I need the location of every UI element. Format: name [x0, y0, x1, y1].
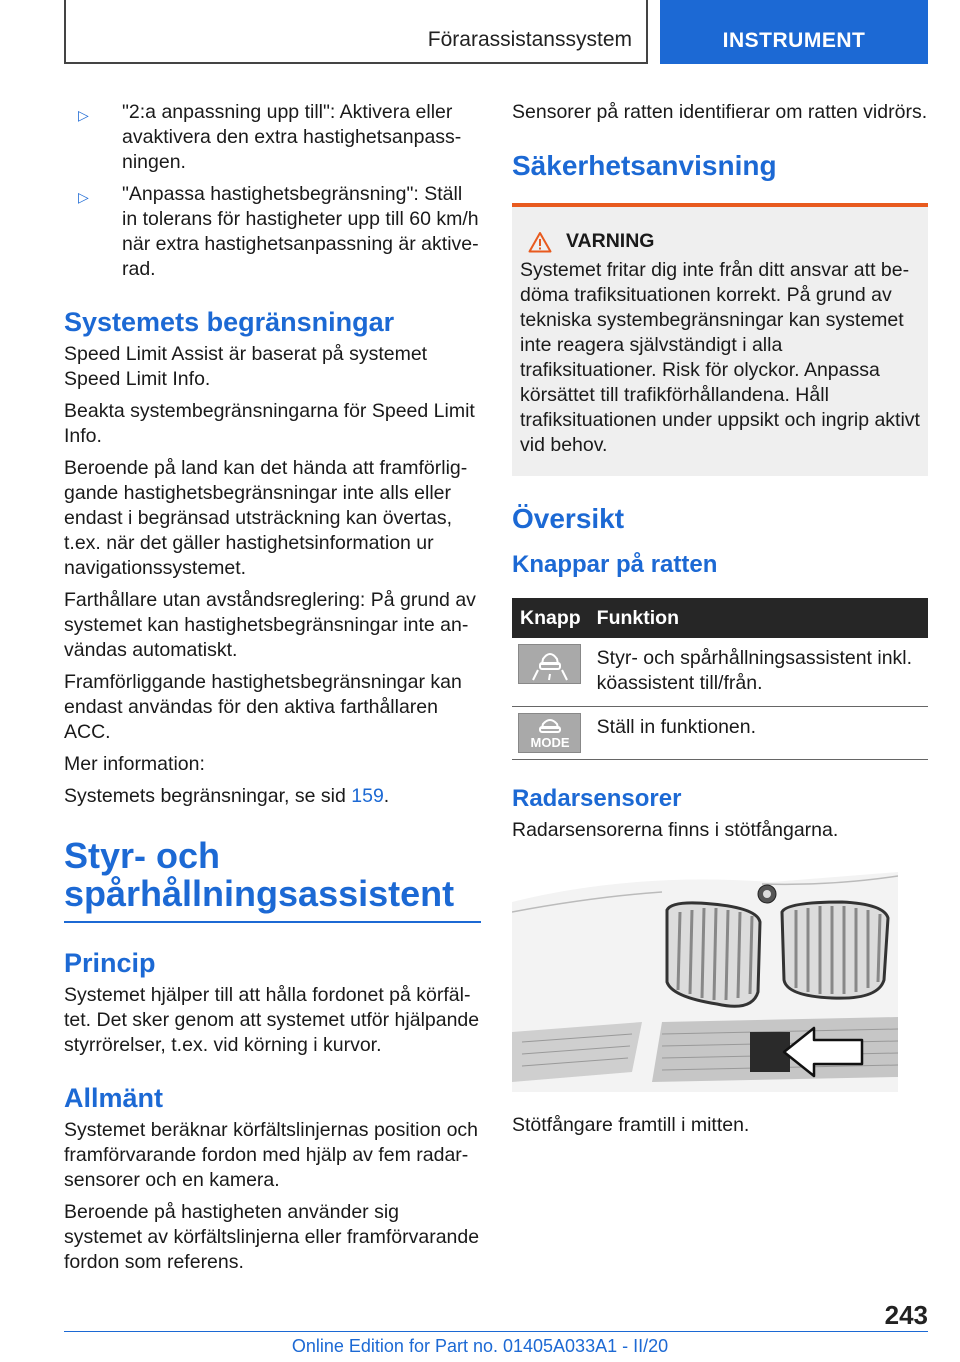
- paragraph: Framförliggande hastighetsbegränsningar kan endast användas för den aktiva farthållaren ACC.: [64, 671, 462, 743]
- paragraph: Farthållare utan avståndsreglering: På grund av systemet kan hastighetsbegränsningar inte användas automatiskt.: [64, 589, 476, 661]
- list-item: [64, 182, 481, 282]
- paragraph: Speed Limit Assist är baserat på systemet Speed Limit Info.: [64, 343, 428, 390]
- principle-heading: Princip: [64, 948, 156, 978]
- key-cell: [512, 707, 589, 760]
- right-column: [512, 100, 928, 1145]
- column-header-function: Funktion: [589, 598, 928, 638]
- paragraph: Beakta systembegränsningarna för Speed Limit Info.: [64, 400, 475, 447]
- lane-assist-icon: [518, 644, 581, 684]
- overview-heading: Översikt: [512, 503, 625, 534]
- main-heading: Styr- och spårhållningsassistent: [64, 837, 481, 923]
- page-header: [64, 0, 928, 64]
- general-heading: Allmänt: [64, 1083, 164, 1113]
- function-cell: Ställ in funktionen.: [589, 707, 928, 760]
- buttons-table: [512, 598, 928, 760]
- warning-box: [512, 207, 928, 476]
- triangle-bullet-icon: ▷: [78, 189, 89, 205]
- column-header-key: Knapp: [512, 598, 589, 638]
- mode-button-icon: [518, 713, 581, 753]
- paragraph: Radarsensorerna finns i stötfångarna.: [512, 819, 839, 841]
- edition-text: Online Edition for Part no. 01405A033A1 - II/20: [291, 1336, 669, 1356]
- warning-text: Systemet fritar dig inte från ditt ansvar att bedöma trafiksituationen korrekt. På grund av tekniska systembegränsningar kan systemet inte reagera självständigt i alla trafiksituationer. Risk för olyckor. Anpassa körsättet till trafikförhållandena. Håll trafiksituationen under uppsikt och ingrip aktivt vid behov.: [520, 259, 920, 456]
- list-item-text: "Anpassa hastighetsbegränsning": Ställ in tolerans för hastigheter upp till 60 km/h när extra hastighetsanpassning är aktiverad.: [122, 183, 479, 280]
- bumper-illustration: [512, 872, 898, 1092]
- radar-heading: Radarsensorer: [512, 785, 682, 812]
- table-header-row: [512, 598, 928, 638]
- chapter-tab[interactable]: INSTRUMENT: [660, 0, 928, 64]
- buttons-heading: Knappar på ratten: [512, 551, 718, 578]
- warning-label: VARNING: [566, 230, 655, 252]
- key-cell: [512, 638, 589, 707]
- safety-heading: Säkerhetsanvisning: [512, 149, 928, 207]
- page-number: 243: [884, 1300, 928, 1330]
- page-link[interactable]: 159: [351, 785, 384, 807]
- list-item-text: "2:a anpassning upp till": Aktivera eller avaktivera den extra hastighetsanpassningen.: [122, 101, 462, 173]
- paragraph: Systemet hjälper till att hålla fordonet på körfältet. Det sker genom att systemet utför hjälpande styrrörelser, t.ex. vid körning i kurvor.: [64, 984, 480, 1056]
- reference-end: .: [383, 785, 390, 807]
- list-item: [64, 100, 481, 175]
- limits-heading: Systemets begränsningar: [64, 307, 395, 337]
- left-column: [64, 100, 481, 1282]
- function-cell: Styr- och spårhållningsassistent inkl. köassistent till/från.: [589, 638, 928, 707]
- paragraph: Systemet beräknar körfältslinjernas position och framförvarande fordon med hjälp av fem radarsensorer och en kamera.: [64, 1119, 479, 1191]
- triangle-bullet-icon: ▷: [78, 107, 89, 123]
- paragraph: Mer information:: [64, 753, 205, 775]
- figure-caption: Stötfångare framtill i mitten.: [512, 1114, 750, 1136]
- warning-title: [520, 229, 920, 254]
- paragraph: Sensorer på ratten identifierar om ratten vidrörs.: [512, 101, 928, 123]
- mode-label: MODE: [530, 735, 569, 750]
- section-title: Förarassistanssystem: [64, 0, 648, 64]
- reference-text: Systemets begränsningar, se sid: [64, 785, 352, 807]
- paragraph: Beroende på hastigheten använder sig systemet av körfältslinjerna eller framförvarande fordon som referens.: [64, 1201, 480, 1273]
- footer-divider: [64, 1331, 928, 1332]
- table-row: [512, 638, 928, 707]
- paragraph: Beroende på land kan det hända att framförliggande hastighetsbegränsningar inte alls eller endast i begränsad utsträckning kan övertas, t.ex. när det gäller hastighetsinformation ur navigationssystemet.: [64, 457, 468, 579]
- table-row: [512, 707, 928, 760]
- warning-triangle-icon: [528, 231, 552, 253]
- cross-reference: [64, 784, 481, 809]
